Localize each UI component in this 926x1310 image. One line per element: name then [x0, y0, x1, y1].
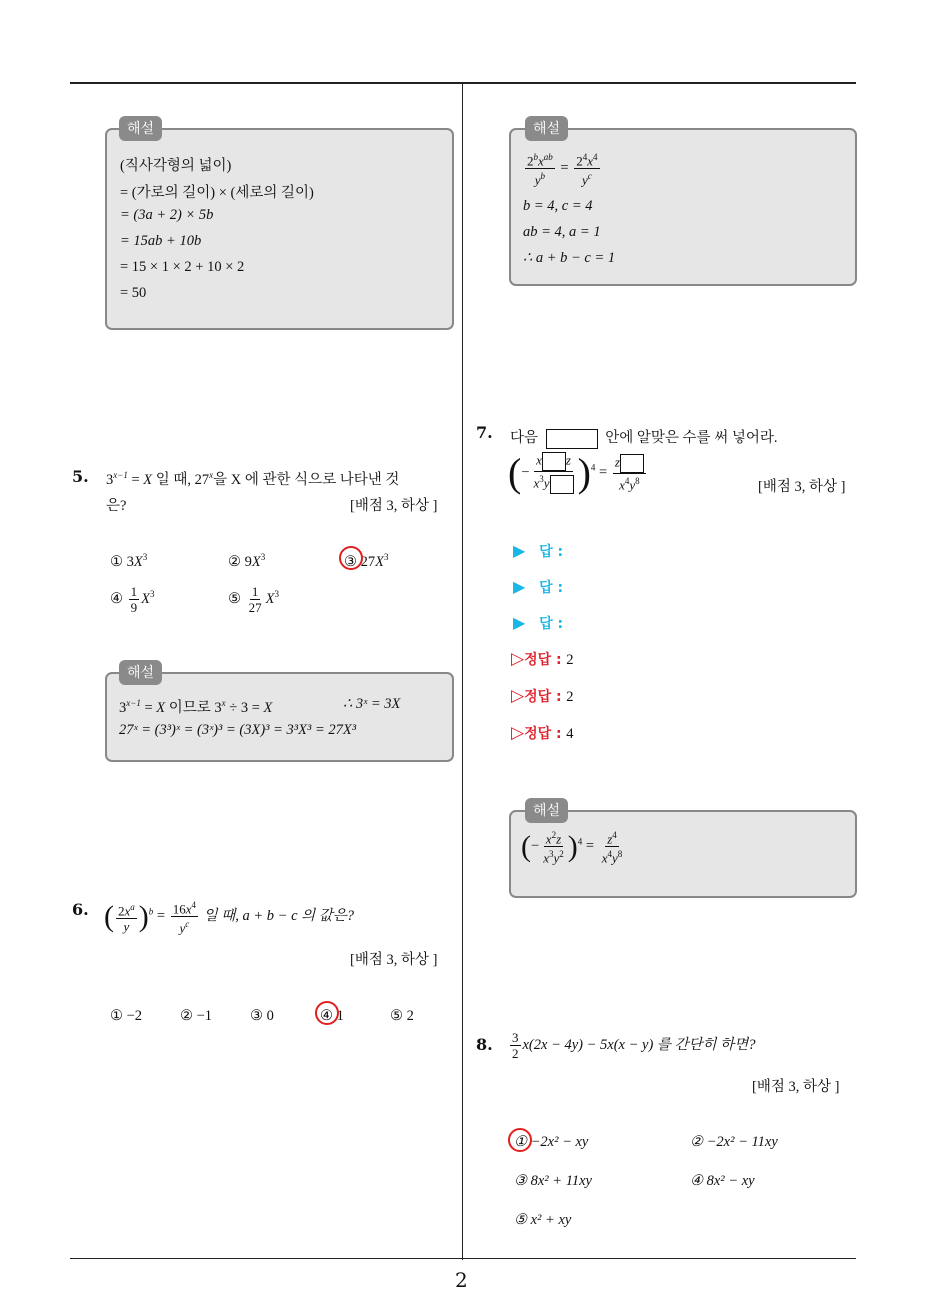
- solution-tag: 해설: [119, 116, 162, 141]
- q4-sol-line-3: = (3a + 2) × 5b: [120, 207, 214, 223]
- q8-score: [배점 3, 하상 ]: [752, 1079, 840, 1095]
- solution-tag: 해설: [525, 116, 568, 141]
- q6-answer-mark: [315, 1001, 339, 1025]
- q5-score: [배점 3, 하상 ]: [350, 498, 438, 514]
- q7-answer-row-2[interactable]: ▶ 답 :: [513, 577, 564, 596]
- q5-sol-line-1b: ∴ 3ˣ = 3X: [343, 696, 401, 712]
- q6-choice-3[interactable]: ③ 0: [250, 1008, 274, 1024]
- q5-choice-5[interactable]: ⑤ $\frac{1}{27}$ $X^3$: [228, 584, 279, 615]
- q5-choice-4[interactable]: ④ $\frac{1}{9}$ $X^3$: [110, 584, 155, 615]
- q5-solution-box: [105, 665, 454, 762]
- q7-solution-row-3: ▷정답 : 4: [511, 723, 574, 743]
- q8-question: $\frac{3}{2}$ x(2x − 4y) − 5x(x − y) 를 간단히 하면?: [512, 1030, 756, 1061]
- q6-question: ( $\frac{2x^a}{y}$ )$^b$ = $\frac{16x^4}{y^c}$ 일 때, a + b − c 의 값은?: [104, 899, 355, 936]
- q7-score: [배점 3, 하상 ]: [758, 479, 846, 495]
- play-arrow-icon: ▶: [513, 613, 526, 632]
- q4-sol-line-1: (직사각형의 넓이): [120, 158, 232, 174]
- q8-choice-5[interactable]: ⑤ x² + xy: [514, 1212, 572, 1228]
- q7-sol-line-1: (− $\frac{x^2z}{x^3y^2}$ )$^4$ = $\frac{z^4}{x^4y^8}$: [521, 829, 623, 866]
- q4-sol-line-2: = (가로의 길이) × (세로의 길이): [120, 185, 314, 201]
- q4-sol-line-4: = 15ab + 10b: [120, 233, 202, 249]
- q5-choice-2[interactable]: ② $9X^3$: [228, 552, 266, 570]
- q8-number: 8.: [476, 1035, 493, 1054]
- q7-expression: (− $\frac{\text{x z}}{x^3y}$ )$^4$ = $\frac{z}{x^4y^8}$: [508, 452, 648, 494]
- solution-tag: 해설: [525, 798, 568, 823]
- q5-number: 5.: [72, 467, 89, 486]
- q5-question: $3^{x-1} = X$ 일 때, 27$^x$을 X 에 관한 식으로 나타낸 것: [106, 470, 400, 488]
- q4-solution-box: [105, 121, 454, 330]
- outline-triangle-icon: ▷: [511, 723, 525, 743]
- page-number: 2: [455, 1268, 468, 1292]
- q6-choice-5[interactable]: ⑤ 2: [390, 1008, 414, 1024]
- q6-number: 6.: [72, 900, 89, 919]
- q5-sol-line-1: $3^{x-1} = X$ 이므로 $3^x \div 3 = X$: [119, 698, 273, 716]
- q7-solution-row-2: ▷정답 : 2: [511, 686, 574, 706]
- q6-score: [배점 3, 하상 ]: [350, 952, 438, 968]
- q4-sol-line-6: = 50: [120, 285, 147, 301]
- q8-choice-2[interactable]: ② −2x² − 11xy: [690, 1134, 778, 1150]
- q7-answer-row-3[interactable]: ▶ 답 :: [513, 613, 564, 632]
- q5-choice-1[interactable]: ① $3X^3$: [110, 552, 148, 570]
- q8-choice-1[interactable]: ① −2x² − xy: [514, 1134, 589, 1150]
- q5-question-line2: 은?: [106, 498, 127, 514]
- q5-choice-3[interactable]: ③ $27X^3$: [344, 552, 389, 570]
- top-rule: [70, 82, 856, 84]
- q7-solution-box: [509, 803, 857, 898]
- q8-choice-4[interactable]: ④ 8x² − xy: [690, 1173, 755, 1189]
- play-arrow-icon: ▶: [513, 541, 526, 560]
- q7-question: 다음 안에 알맞은 수를 써 넣어라.: [510, 426, 777, 449]
- q6-sol-line-2: b = 4, c = 4: [523, 198, 593, 214]
- q6-choice-2[interactable]: ② −1: [180, 1008, 213, 1024]
- q6-choice-4[interactable]: ④ 1: [320, 1008, 344, 1024]
- q6-sol-line-3: ab = 4, a = 1: [523, 224, 601, 240]
- outline-triangle-icon: ▷: [511, 649, 525, 669]
- q5-sol-line-2: 27ˣ = (3³)ˣ = (3ˣ)³ = (3X)³ = 3³X³ = 27X³: [119, 722, 357, 738]
- q6-sol-line-4: ∴ a + b − c = 1: [523, 250, 616, 266]
- q4-sol-line-5: = 15 × 1 × 2 + 10 × 2: [120, 259, 245, 275]
- q7-answer-row-1[interactable]: ▶ 답 :: [513, 541, 564, 560]
- q7-number: 7.: [476, 423, 493, 442]
- q5-answer-mark: [339, 546, 363, 570]
- column-divider: [462, 84, 463, 1260]
- bottom-rule: [70, 1258, 856, 1259]
- solution-tag: 해설: [119, 660, 162, 685]
- q6-solution-box: [509, 121, 857, 286]
- outline-triangle-icon: ▷: [511, 686, 525, 706]
- q7-blank-box: [546, 429, 598, 449]
- q6-sol-line-1: $\frac{2^bx^{ab}}{y^b}$ = $\frac{2^4x^4}{y^c}$: [527, 152, 598, 188]
- q6-choice-1[interactable]: ① −2: [110, 1008, 143, 1024]
- q8-choice-3[interactable]: ③ 8x² + 11xy: [514, 1173, 592, 1189]
- play-arrow-icon: ▶: [513, 577, 526, 596]
- q7-solution-row-1: ▷정답 : 2: [511, 649, 574, 669]
- q8-answer-mark: [508, 1128, 532, 1152]
